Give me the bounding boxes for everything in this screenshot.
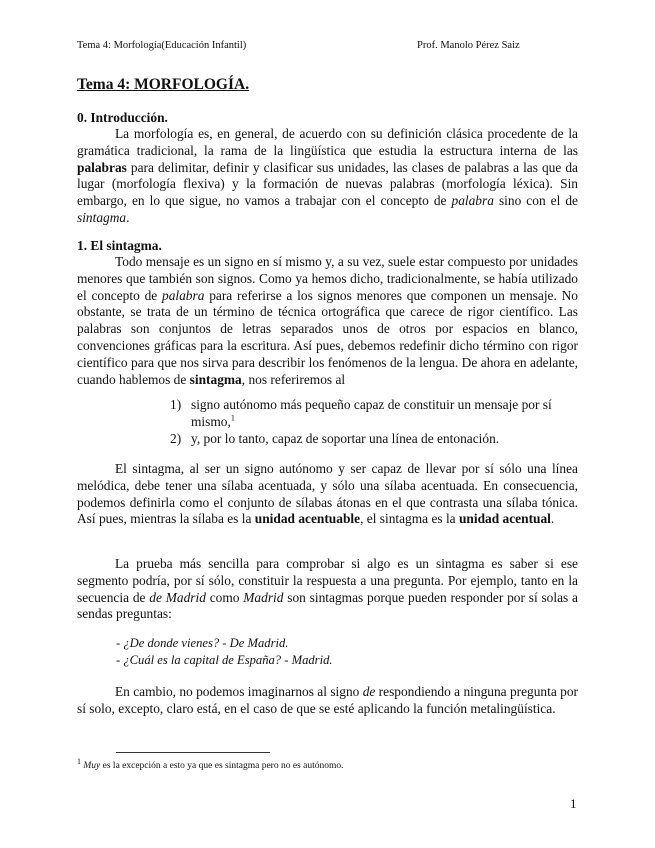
list-item: 2) y, por lo tanto, capaz de soportar una línea de entonación. bbox=[170, 430, 500, 446]
list-item: 1) signo autónomo más pequeño capaz de constituir un mensaje por sí mismo,$^1$ bbox=[170, 397, 552, 429]
running-header-left: Tema 4: Morfología(Educación Infantil) bbox=[77, 40, 247, 51]
footnote-separator bbox=[116, 752, 270, 753]
example-item: - ¿Cuál es la capital de España? - Madrid. bbox=[116, 653, 333, 667]
sintagma-paragraph-4: En cambio, no podemos imaginarnos al signo de respondiendo a ninguna pregunta por sí solo, excepto, claro está, en el caso de que se esté aplicando la función metalingüística. bbox=[77, 684, 578, 716]
document-title: Tema 4: MORFOLOGÍA. bbox=[77, 76, 250, 93]
sintagma-paragraph-3: La prueba más sencilla para comprobar si algo es un sintagma es saber si ese segmento podría, por sí sólo, constituir la respuesta a una pregunta. Por ejemplo, tanto en la secuencia de de Madrid como Madrid son sintagmas porque pueden responder por sí solas a sendas preguntas: bbox=[77, 556, 578, 622]
running-header-right: Prof. Manolo Pérez Saiz bbox=[417, 40, 520, 51]
section-heading-sintagma: 1. El sintagma. bbox=[77, 238, 162, 253]
sintagma-paragraph-2: El sintagma, al ser un signo autónomo y ser capaz de llevar por sí sólo una línea melódica, debe tener una sílaba acentuada, y sólo una sílaba acentuada. En consecuencia, podemos definirla como el conjunto de sílabas átonas en el que contrasta una sílaba tónica. Así pues, mientras la sílaba es la unidad acentuable, el sintagma es la unidad acentual. bbox=[77, 461, 578, 527]
footnote: $^1$ Muy es la excepción a esto ya que es sintagma pero no es autónomo. bbox=[77, 756, 344, 771]
example-item: - ¿De donde vienes? - De Madrid. bbox=[116, 636, 289, 650]
footnote-ref[interactable]: 1 bbox=[230, 413, 235, 423]
example-list bbox=[116, 635, 333, 669]
bold-term: palabras bbox=[77, 159, 127, 175]
section-heading-intro: 0. Introducción. bbox=[77, 110, 168, 125]
definition-list bbox=[170, 397, 580, 447]
intro-paragraph: La morfología es, en general, de acuerdo con su definición clásica procedente de la gramática tradicional, la rama de la lingüística que estudia la estructura interna de las palabras para delimitar, definir y clasificar sus unidades, las clases de palabras a las que da lugar (morfología flexiva) y la formación de nuevas palabras (morfología léxica). Sin embargo, en lo que sigue, no vamos a trabajar con el concepto de palabra sino con el de sintagma. bbox=[77, 126, 578, 225]
page-number: 1 bbox=[570, 796, 577, 811]
sintagma-paragraph-1: Todo mensaje es un signo en sí mismo y, a su vez, suele estar compuesto por unidades menores que también son signos. Como ya hemos dicho, tradicionalmente, se había utilizado el concepto de palabra para referirse a los signos menores que componen un mensaje. No obstante, se trata de un término de técnica ortográfica que carece de rigor científico. Las palabras son conjuntos de letras separados unos de otros por espacios en blanco, convenciones gráficas para la escritura. Así pues, debemos redefinir dicho término con rigor científico para que nos sirva para describir los fenómenos de la lengua. De ahora en adelante, cuando hablemos de sintagma, nos referiremos al bbox=[77, 254, 578, 387]
bold-term: sintagma bbox=[189, 371, 242, 387]
